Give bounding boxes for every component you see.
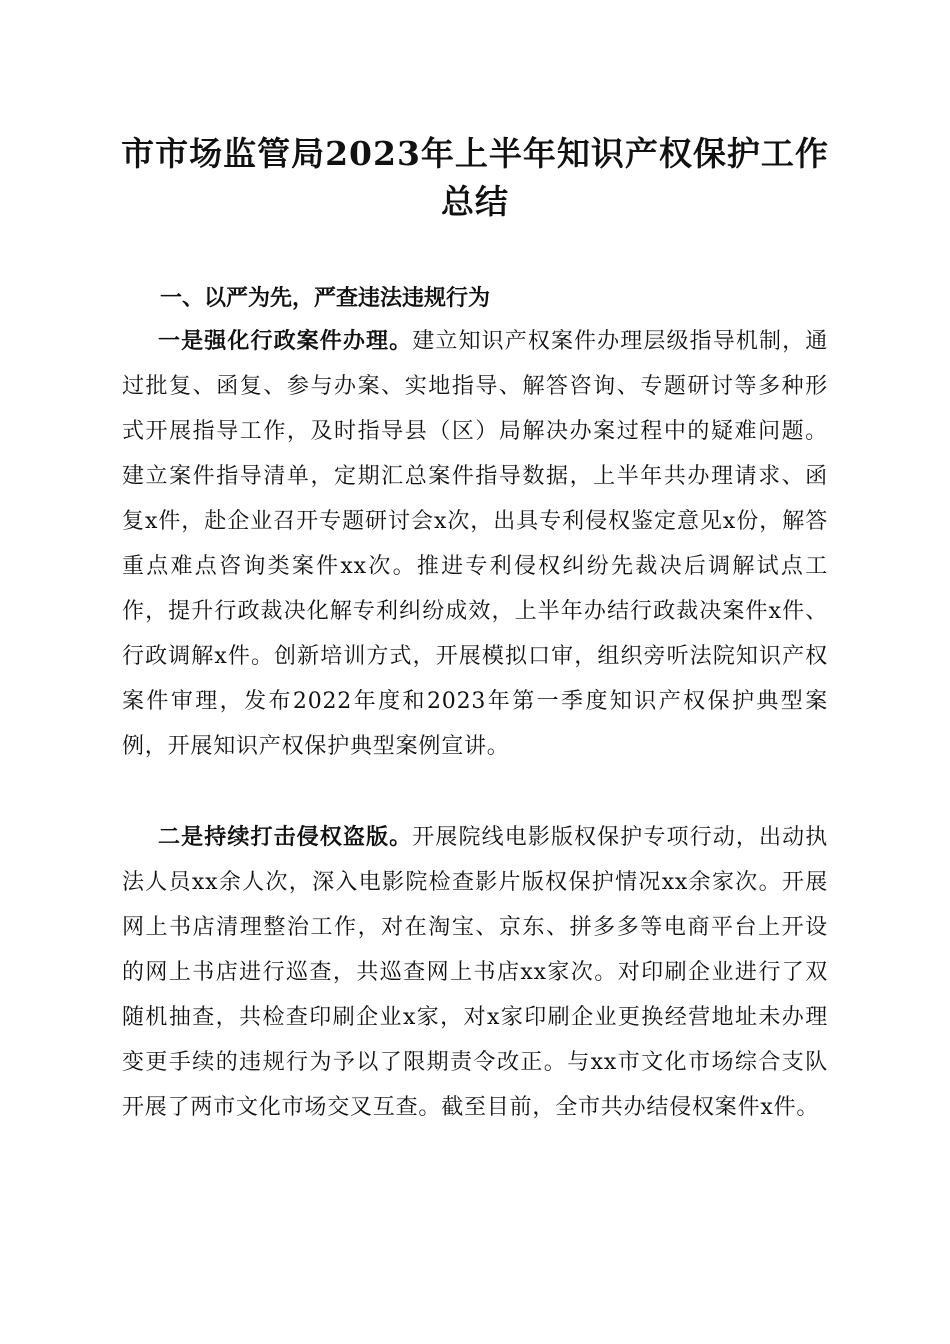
paragraph-body: 建立知识产权案件办理层级指导机制，通过批复、函复、参与办案、实地指导、解答咨询、专题研讨等多种形式开展指导工作，及时指导县（区）局解决办案过程中的疑难问题。建立案件指导清单，定期汇总案件指导数据，上半年共办理请求、函复x件，赴企业召开专题研讨会x次，出具专利侵权鉴定意见x份，解答重点难点咨询类案件xx次。推进专利侵权纠纷先裁决后调解试点工作，提升行政裁决化解专利纠纷成效，上半年办结行政裁决案件x件、行政调解x件。创新培训方式，开展模拟口审，组织旁听法院知识产权案件审理，发布2022年度和2023年第一季度知识产权保护典型案例，开展知识产权保护典型案例宣讲。 [122,329,828,759]
paragraph-lead: 一是强化行政案件办理。 [158,329,413,354]
document-title: 市市场监管局2023年上半年知识产权保护工作总结 [121,134,829,221]
paragraph-lead: 二是持续打击侵权盗版。 [158,825,413,850]
paragraph-anti-piracy [122,815,828,1130]
section-heading: 一、以严为先，严查违法违规行为 [160,286,491,311]
paragraph-case-handling [122,319,828,769]
paragraph-body: 开展院线电影版权保护专项行动，出动执法人员xx余人次，深入电影院检查影片版权保护情况xx余家次。开展网上书店清理整治工作，对在淘宝、京东、拼多多等电商平台上开设的网上书店进行巡查，共巡查网上书店xx家次。对印刷企业进行了双随机抽查，共检查印刷企业x家，对x家印刷企业更换经营地址未办理变更手续的违规行为予以了限期责令改正。与xx市文化市场综合支队开展了两市文化市场交叉互查。截至目前，全市共办结侵权案件x件。 [122,825,828,1120]
